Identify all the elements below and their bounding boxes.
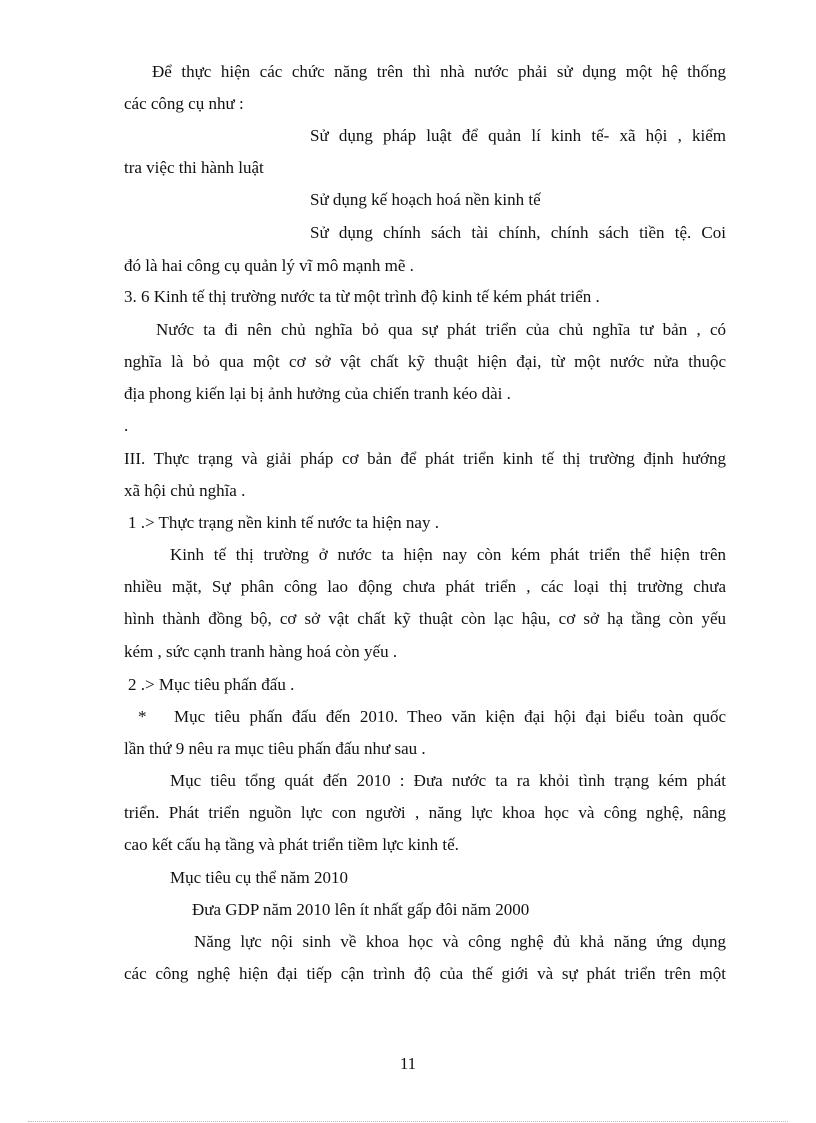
- text-line: Nước ta đi nên chủ nghĩa bỏ qua sự phát triển của chủ nghĩa tư bản , có: [156, 320, 726, 339]
- page-bottom-divider: [28, 1121, 788, 1122]
- text-line: Đưa GDP năm 2010 lên ít nhất gấp đôi năm 2000: [192, 900, 530, 919]
- text-line: Sử dụng chính sách tài chính, chính sách tiền tệ. Coi: [310, 223, 726, 242]
- subsection-heading: 1 .> Thực trạng nền kinh tế nước ta hiện nay .: [128, 513, 439, 532]
- text-line: Mục tiêu cụ thể năm 2010: [170, 868, 348, 887]
- text-line: lần thứ 9 nêu ra mục tiêu phấn đấu như sau .: [124, 739, 426, 758]
- section-heading: III. Thực trạng và giải pháp cơ bản để phát triển kinh tế thị trường định hướng: [124, 449, 726, 468]
- text-line: hình thành đồng bộ, cơ sở vật chất kỹ thuật còn lạc hậu, cơ sở hạ tầng còn yếu: [124, 609, 726, 628]
- text-line: cao kết cấu hạ tầng và phát triển tiềm lực kinh tế.: [124, 835, 459, 854]
- section-heading: xã hội chủ nghĩa .: [124, 481, 246, 500]
- text-line: Để thực hiện các chức năng trên thì nhà nước phải sử dụng một hệ thống: [152, 62, 726, 81]
- text-line: tra việc thi hành luật: [124, 158, 264, 177]
- text-line: nghĩa là bỏ qua một cơ sở vật chất kỹ thuật hiện đại, từ một nước nửa thuộc: [124, 352, 726, 371]
- text-line: Sử dụng pháp luật để quản lí kinh tế- xã hội , kiểm: [310, 126, 726, 145]
- text-line: Mục tiêu tổng quát đến 2010 : Đưa nước ta ra khỏi tình trạng kém phát: [170, 771, 726, 790]
- text-line: triển. Phát triển nguồn lực con người , năng lực khoa học và công nghệ, nâng: [124, 803, 726, 822]
- text-line: .: [124, 416, 129, 435]
- section-heading: 3. 6 Kinh tế thị trường nước ta từ một trình độ kinh tế kém phát triển .: [124, 287, 600, 306]
- page-number: 11: [399, 1054, 417, 1073]
- text-line: địa phong kiến lại bị ảnh hưởng của chiến tranh kéo dài .: [124, 384, 511, 403]
- text-line: các công nghệ hiện đại tiếp cận trình độ của thế giới và sự phát triển trên một: [124, 964, 726, 983]
- subsection-heading: 2 .> Mục tiêu phấn đấu .: [128, 675, 295, 694]
- text-line: đó là hai công cụ quản lý vĩ mô mạnh mẽ .: [124, 256, 414, 275]
- text-line: Kinh tế thị trường ở nước ta hiện nay còn kém phát triển thể hiện trên: [170, 545, 726, 564]
- text-line: Sử dụng kế hoạch hoá nền kinh tế: [310, 190, 541, 209]
- text-line: kém , sức cạnh tranh hàng hoá còn yếu .: [124, 642, 398, 661]
- text-line: các công cụ như :: [124, 94, 244, 113]
- bullet-asterisk: *: [138, 707, 147, 726]
- text-line: nhiều mặt, Sự phân công lao động chưa phát triển , các loại thị trường chưa: [124, 577, 726, 596]
- text-line: Mục tiêu phấn đấu đến 2010. Theo văn kiện đại hội đại biểu toàn quốc: [174, 707, 726, 726]
- text-line: Năng lực nội sinh về khoa học và công nghệ đủ khả năng ứng dụng: [194, 932, 726, 951]
